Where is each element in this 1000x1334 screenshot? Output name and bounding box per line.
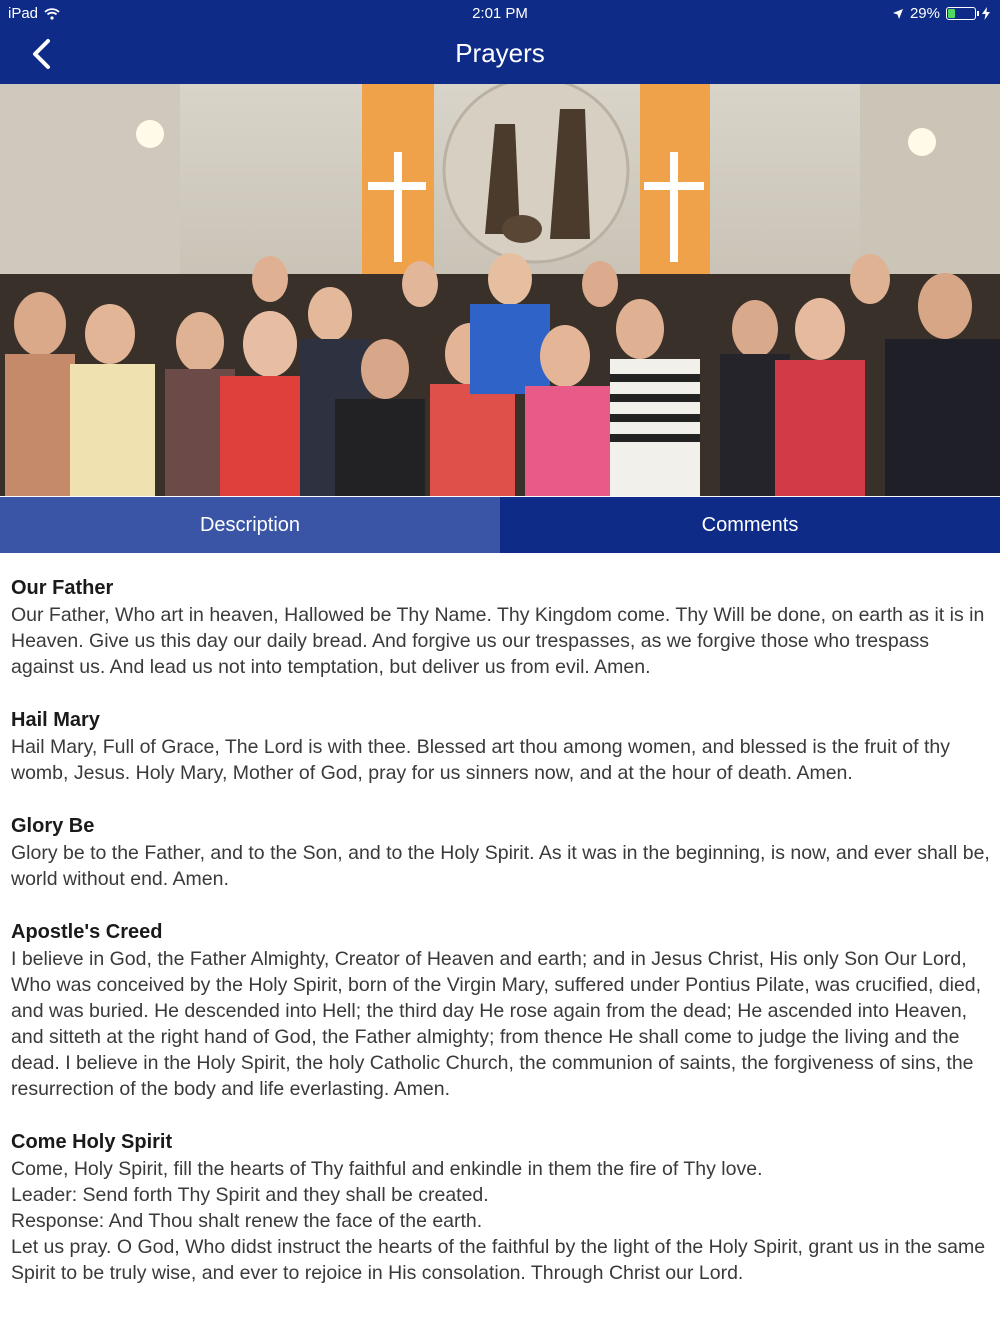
tab-description-label: Description	[199, 513, 301, 536]
tab-bar	[0, 497, 1000, 553]
prayer-come-holy-spirit	[11, 1128, 991, 1286]
prayer-title: Hail Mary	[11, 709, 100, 731]
prayer-text: Glory be to the Father, and to the Son, and to the Holy Spirit. As it was in the beginning, is now, and ever shall be, world without end. Amen.	[11, 842, 990, 890]
charging-bolt-icon	[982, 7, 990, 20]
prayer-title: Come Holy Spirit	[11, 1131, 173, 1153]
group-photo-image	[0, 84, 1000, 496]
tab-description[interactable]	[0, 497, 500, 553]
status-time: 2:01 PM	[472, 5, 528, 22]
page-title: Prayers	[455, 38, 545, 68]
prayer-title: Our Father	[11, 577, 114, 599]
prayer-text: Hail Mary, Full of Grace, The Lord is with thee. Blessed art thou among women, and blessed is the fruit of thy womb, Jesus. Holy Mary, Mother of God, pray for us sinners now, and at the hour of death. Amen.	[11, 736, 950, 784]
device-name: iPad	[8, 5, 39, 22]
prayer-text: Our Father, Who art in heaven, Hallowed be Thy Name. Thy Kingdom come. Thy Will be done, on earth as it is in Heaven. Give us this day our daily bread. And forgive us our trespasses, as we forgive those who trespass against us. And lead us not into temptation, but deliver us from evil. Amen.	[11, 604, 985, 678]
prayer-our-father	[11, 574, 991, 680]
prayers-content	[11, 574, 991, 1312]
status-bar	[0, 0, 1000, 28]
prayer-title: Apostle's Creed	[11, 921, 163, 943]
tab-comments[interactable]	[500, 497, 1000, 553]
prayer-text: I believe in God, the Father Almighty, Creator of Heaven and earth; and in Jesus Christ, His only Son Our Lord, Who was conceived by the Holy Spirit, born of the Virgin Mary, suffered under Pontius Pilate, was crucified, died, and was buried. He descended into Hell; the third day He rose again from the dead; He ascended into Heaven, and sitteth at the right hand of God, the Father almighty; from thence He shall come to judge the living and the dead. I believe in the Holy Spirit, the holy Catholic Church, the communion of saints, the forgiveness of sins, the resurrection of the body and life everlasting. Amen.	[11, 948, 982, 1100]
prayer-apostles-creed	[11, 918, 991, 1102]
tab-comments-label: Comments	[701, 513, 799, 536]
prayer-glory-be	[11, 812, 991, 892]
hero-photo	[0, 84, 1000, 496]
battery-percent: 29%	[909, 5, 940, 22]
prayer-title: Glory Be	[11, 815, 95, 837]
prayer-hail-mary	[11, 706, 991, 786]
battery-icon	[946, 7, 976, 20]
location-arrow-icon	[892, 8, 904, 20]
prayer-text: Come, Holy Spirit, fill the hearts of Thy faithful and enkindle in them the fire of Thy love. Leader: Send forth Thy Spirit and they shall be created. Response: And Thou shalt renew the face of the earth. Let us pray. O God, Who didst instruct the hearts of the faithful by the light of the Holy Spirit, grant us in the same Spirit to be truly wise, and ever to rejoice in His consolation. Through Christ our Lord.	[11, 1158, 986, 1284]
navigation-bar	[0, 0, 1000, 84]
